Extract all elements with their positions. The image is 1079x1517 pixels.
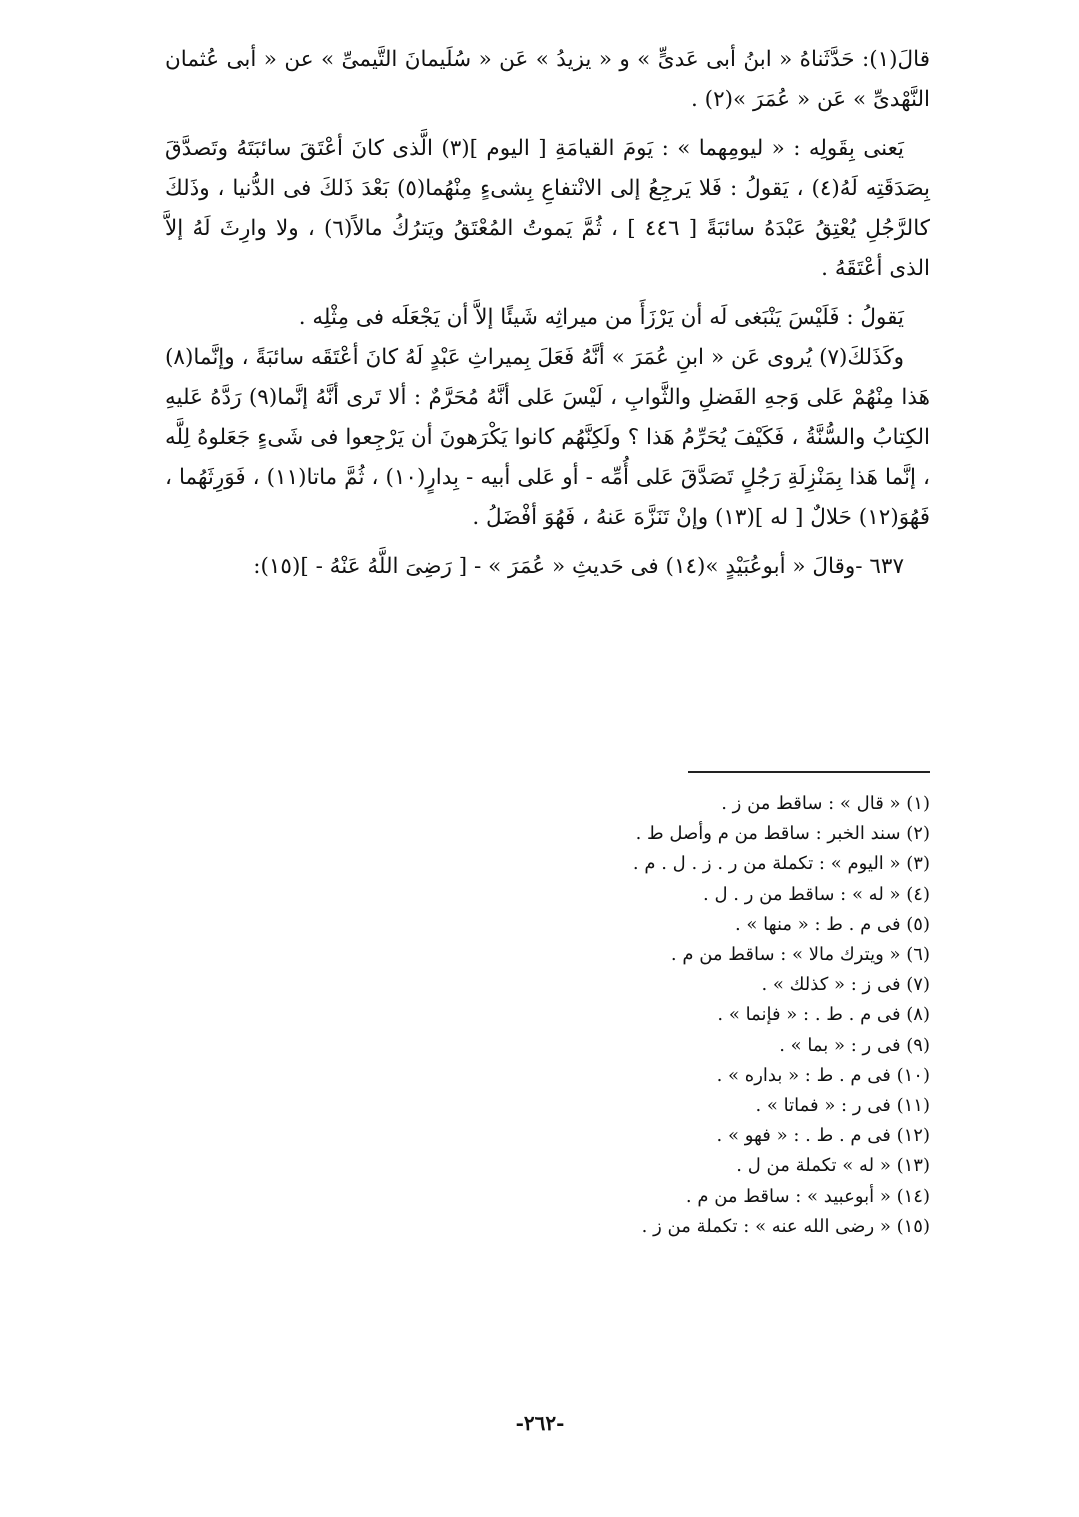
paragraph-entry-637: ٦٣٧ -وقالَ « أبوعُبَيْدٍ »(١٤) فى حَديثِ « عُمَرَ » - [ رَضِىَ اللَّهُ عَنْهُ - ](١٥): xyxy=(253,554,904,579)
footnote-item: (٢) سند الخبر : ساقط من م وأصل ط . xyxy=(635,823,930,845)
footnote-item: (١٤) « أبوعبيد » : ساقط من م . xyxy=(685,1185,930,1207)
footnote-item: (٣) « اليوم » : تكملة من ر . ز . ل . م . xyxy=(632,853,930,875)
footnote-item: (٤) « له » : ساقط من ر . ل . xyxy=(703,883,930,905)
footnote-item: (١) « قال » : ساقط من ز . xyxy=(721,793,930,814)
paragraph-explanation: يَعنى بِقَولِه : « ليومِهما » : يَومَ القيامَةِ [ اليوم ](٣) الَّذى كانَ أعْتَقَ سائبَتَهُ وتَصدَّقَ بِصَدَقَتِه لَهُ(٤) ، يَقولُ : فَلا يَرجِعُ إلى الانْتفاعِ بِشىءٍ مِنْهُما(٥) بَعْدَ ذَلكَ فى الدُّنيا ، وذَلكَ كالرَّجُلِ يُعْتِقُ عَبْدَهُ سائبَةً [ ٤٤٦ ] ، ثُمَّ يَموتُ المُعْتَقُ ويَترُكُ مالاً(٦) ، ولا وارِثَ لَهُ إلاَّ الذى أعْتَقَهُ . xyxy=(165,136,930,281)
footnote-item: (٦) « ويترك مالا » : ساقط من م . xyxy=(670,944,930,966)
paragraph-ibn-umar: وكَذَلكَ(٧) يُروى عَن « ابنِ عُمَرَ » أنَّهُ فَعَلَ بِميراثِ عَبْدٍ لَهُ كانَ أعْتَقَه سائبَةً ، وإنَّما(٨) هَذا مِنْهُمْ عَلى وَجهِ الفَضلِ والثَّوابِ ، لَيْسَ عَلى أنَّهُ مُحَرَّمٌ : ألا تَرى أنَّهُ إنَّما(٩) رَدَّهُ عَليهِ الكِتابُ والسُّنَّةُ ، فَكَيْفَ يُحَرِّمُ هَذا ؟ ولَكِنَّهُم كانوا يَكْرَهونَ أن يَرْجِعوا فى شَىءٍ جَعَلوهُ لِلَّه ، إنَّما هَذا بِمَنْزِلَةِ رَجُلٍ تَصَدَّقَ عَلى أُمِّه - أو عَلى أبيه - بِدارٍ(١٠) ، ثُمَّ ماتا(١١) ، فَوَرِثَهُما ، فَهُوَ(١٢) حَلالٌ [ له ](١٣) وإنْ تَنَزَّهَ عَنهُ ، فَهُوَ أفْضَلُ . xyxy=(165,345,930,530)
footnote-item: (١٣) « له » تكملة من ل . xyxy=(736,1155,930,1177)
page-number: -٢٦٢- xyxy=(515,1411,565,1435)
paragraph-isnad: قالَ(١): حَدَّثَناهُ « ابنُ أبى عَدىٍّ » و « يزيدُ » عَن « سُلَيمانَ التَّيمىِّ » عن « أبى عُثمان النَّهْدىِّ » عَن « عُمَرَ »(٢) . xyxy=(165,47,930,112)
footnote-item: (٨) فى م . ط . : « فإنما » . xyxy=(717,1004,930,1026)
footnote-item: (١٠) فى م . ط : « بداره » . xyxy=(716,1064,930,1086)
footnote-item: (١٢) فى م . ط . : « فهو » . xyxy=(716,1125,930,1147)
footnote-separator xyxy=(688,771,930,773)
footnote-item: (١٥) « رضى الله عنه » : تكملة من ز . xyxy=(641,1215,930,1237)
paragraph-ruling: يَقولُ : فَلَيْسَ يَنْبَغى لَه أن يَرْزَأَ من ميراثِه شَيئًا إلاَّ أن يَجْعَلَه فى مِثْلِه . xyxy=(298,305,904,330)
footnote-item: (٩) فى ر : « بما » . xyxy=(779,1034,930,1056)
main-text-block xyxy=(165,40,930,596)
footnote-item: (٧) فى ز : « كذلك » . xyxy=(761,974,930,996)
footnotes-list xyxy=(300,789,930,1242)
footnote-item: (١١) فى ر : « فماتا » . xyxy=(755,1095,930,1117)
footnote-item: (٥) فى م . ط : « منها » . xyxy=(734,913,930,935)
